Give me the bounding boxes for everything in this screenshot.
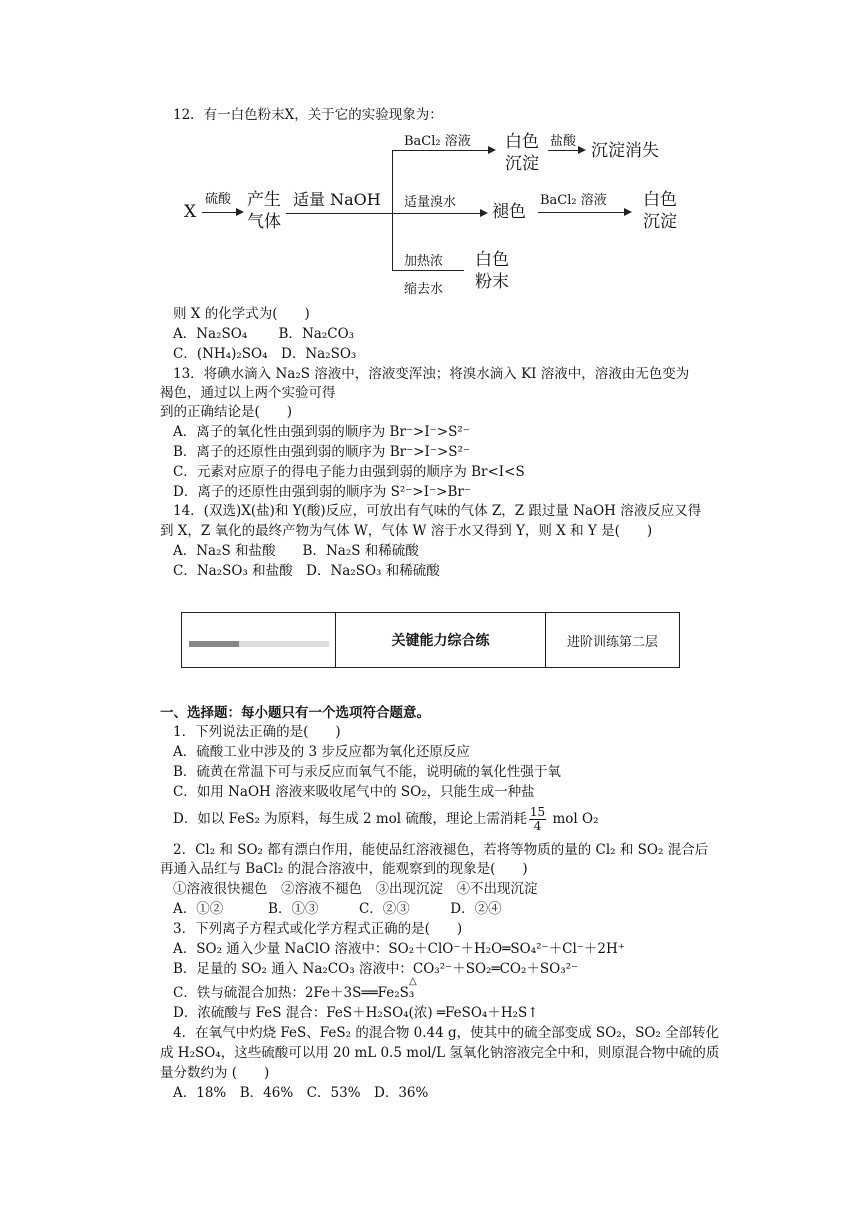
- q12-options-cd: C．(NH₄)₂SO₄ D．Na₂SO₃: [173, 346, 357, 362]
- q13-option-b: B．离子的还原性由强到弱的顺序为 Br⁻>I⁻>S²⁻: [173, 444, 471, 460]
- arrow-top: [392, 150, 494, 151]
- diagram-heat-bottom: 缩去水: [404, 282, 444, 297]
- progress-bar-decoration: [189, 641, 329, 647]
- q13-line3: 到的正确结论是( ): [160, 404, 293, 420]
- q13-option-d: D．离子的还原性由强到弱的顺序为 S²⁻>I⁻>Br⁻: [173, 484, 471, 500]
- arrow-acid: [202, 212, 242, 213]
- arrow-mid: [392, 213, 486, 214]
- line-naoh: [286, 213, 392, 214]
- diagram-ppt2: 白色 沉淀: [643, 190, 677, 232]
- s4-line1: 4．在氧气中灼烧 FeS、FeS₂ 的混合物 0.44 g，使其中的硫全部变成 SO₂，SO₂ 全部转化: [173, 1025, 720, 1041]
- s2-line3: ①溶液很快褪色 ②溶液不褪色 ③出现沉淀 ④不出现沉淀: [173, 881, 538, 897]
- branch-line: [392, 150, 393, 270]
- diagram-naoh-label: 适量 NaOH: [293, 190, 381, 209]
- s3-option-c: C．铁与硫混合加热：2Fe＋3S══Fe₂S₃ △: [173, 984, 414, 1002]
- diagram-bacl2-top: BaCl₂ 溶液: [404, 134, 471, 149]
- s1-option-a: A．硫酸工业中涉及的 3 步反应都为氧化还原反应: [173, 744, 470, 760]
- q13-line2: 褐色，通过以上两个实验可得: [160, 385, 336, 401]
- s3-option-d: D．浓硫酸与 FeS 混合：FeS＋H₂SO₄(浓) ═FeSO₄＋H₂S↑: [173, 1005, 539, 1021]
- s4-options: A．18% B．46% C．53% D．36%: [173, 1085, 429, 1101]
- diagram-gas: 产生 气体: [247, 190, 281, 232]
- arrow-mid2: [538, 212, 630, 213]
- diagram-hcl: 盐酸: [550, 134, 577, 149]
- diagram-powder: 白色 粉末: [475, 250, 509, 292]
- diagram-fade: 褪色: [492, 202, 526, 222]
- heat-mark: △: [409, 976, 417, 987]
- s3-option-a: A．SO₂ 通入少量 NaClO 溶液中：SO₂＋ClO⁻＋H₂O═SO₄²⁻＋Cl⁻＋2H⁺: [173, 941, 625, 957]
- diagram-bacl2-mid: BaCl₂ 溶液: [540, 193, 607, 208]
- q14-options-ab: A．Na₂S 和盐酸 B．Na₂S 和稀硫酸: [173, 543, 419, 559]
- diagram-x: X: [184, 202, 197, 222]
- s1-option-d: D．如以 FeS₂ 为原料，每生成 2 mol 硫酸，理论上需消耗 $\frac{15}{4}$ mol O₂: [173, 805, 599, 833]
- diagram-heat-top: 加热浓: [404, 254, 444, 269]
- q12-options-ab: A．Na₂SO₄ B．Na₂CO₃: [173, 326, 355, 342]
- q14-line1: 14．(双选)X(盐)和 Y(酸)反应，可放出有气味的气体 Z，Z 跟过量 NaOH 溶液反应又得: [173, 503, 702, 519]
- q12-stem: 12．有一白色粉末X，关于它的实验现象为：: [173, 107, 443, 123]
- q13-option-a: A．离子的氧化性由强到弱的顺序为 Br⁻>I⁻>S²⁻: [173, 424, 470, 440]
- s1-option-b: B．硫黄在常温下可与汞反应而氧气不能，说明硫的氧化性强于氧: [173, 764, 561, 780]
- s2-line2: 再通入品红与 BaCl₂ 的混合溶液中，能观察到的现象是( ): [160, 861, 528, 877]
- s3-option-b: B．足量的 SO₂ 通入 Na₂CO₃ 溶液中：CO₃²⁻＋SO₂═CO₂＋SO₃²⁻: [173, 961, 579, 977]
- banner-decoration: [182, 613, 336, 667]
- section-banner: [181, 612, 680, 668]
- section-heading: 一、选择题：每小题只有一个选项符合题意。: [160, 705, 430, 721]
- q13-line1: 13．将碘水滴入 Na₂S 溶液中，溶液变浑浊；将溴水滴入 KI 溶液中，溶液由无色变为: [173, 366, 690, 382]
- s4-line3: 量分数约为 ( ): [160, 1065, 270, 1081]
- line-heat: [392, 270, 464, 271]
- q12-ask: 则 X 的化学式为( ): [173, 306, 310, 322]
- s2-options: A．①② B．①③ C．②③ D．②④: [173, 901, 502, 917]
- s1-option-c: C．如用 NaOH 溶液来吸收尾气中的 SO₂，只能生成一种盐: [173, 784, 535, 800]
- s2-line1: 2．Cl₂ 和 SO₂ 都有漂白作用，能使品红溶液褪色，若将等物质的量的 Cl₂ 和 SO₂ 混合后: [173, 842, 709, 858]
- diagram-acid-label: 硫酸: [205, 192, 232, 207]
- s1-stem: 1．下列说法正确的是( ): [173, 724, 341, 740]
- q13-option-c: C．元素对应原子的得电子能力由强到弱的顺序为 Br<I<S: [173, 464, 525, 480]
- s3-stem: 3．下列离子方程式或化学方程式正确的是( ): [173, 921, 463, 937]
- diagram-dissolve: 沉淀消失: [591, 141, 659, 161]
- s4-line2: 成 H₂SO₄，这些硫酸可以用 20 mL 0.5 mol/L 氢氧化钠溶液完全中和，则原混合物中硫的质: [160, 1045, 720, 1061]
- banner-level: 进阶训练第二层: [566, 634, 658, 650]
- diagram-white-ppt: 白色 沉淀: [505, 132, 539, 174]
- diagram-bromine: 适量溴水: [404, 195, 457, 210]
- arrow-hcl: [548, 150, 584, 151]
- fraction: $\frac{15}{4}$: [529, 805, 546, 833]
- q14-options-cd: C．Na₂SO₃ 和盐酸 D．Na₂SO₃ 和稀硫酸: [173, 563, 440, 579]
- banner-title: 关键能力综合练: [336, 613, 546, 667]
- q14-line2: 到 X，Z 氧化的最终产物为气体 W，气体 W 溶于水又得到 Y，则 X 和 Y 是( ): [160, 523, 653, 539]
